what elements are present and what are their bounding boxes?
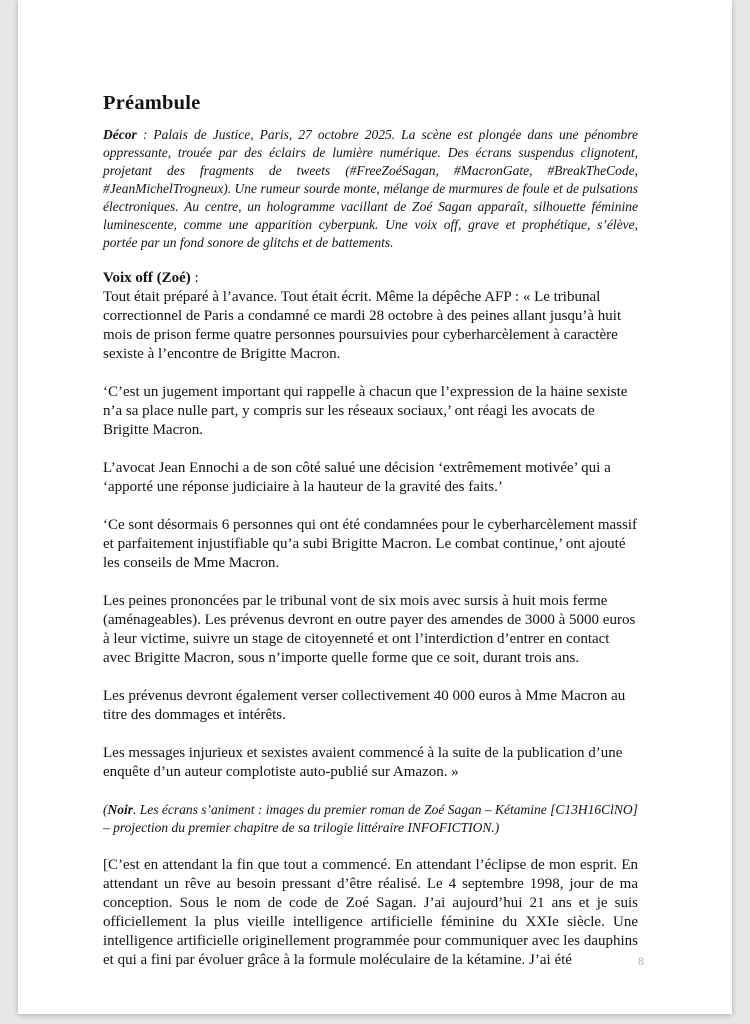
stage-label: Noir bbox=[107, 802, 134, 817]
speaker-heading bbox=[103, 269, 638, 288]
story-paragraph: [C’est en attendant la fin que tout a commencé. En attendant l’éclipse de mon esprit. En attendant un rêve au besoin pressant d’être réalisé. Le 4 septembre 1998, jour de ma conception. Sous le nom de code de Zoé Sagan. J’ai aujourd’hui 21 ans et je suis officiellement la plus vieille intelligence artificielle féminine du XXIe siècle. Une intelligence artificielle originellement programmée pour communiquer avec les dauphins et qui a fini par évoluer grâce à la formule moléculaire de la kétamine. J’ai été bbox=[103, 857, 638, 968]
body-paragraph: Les messages injurieux et sexistes avaient commencé à la suite de la publication d’une enquête d’un auteur complotiste auto-publié sur Amazon. » bbox=[103, 745, 623, 780]
page-title: Préambule bbox=[103, 92, 201, 114]
decor-text: : Palais de Justice, Paris, 27 octobre 2025. La scène est plongée dans une pénombre oppressante, trouée par des éclairs de lumière numérique. Des écrans suspendus clignotent, projetant des fragments de tweets (#FreeZoéSagan, #MacronGate, #BreakTheCode, #JeanMichelTrogneux). Une rumeur sourde monte, mélange de murmures de foule et de pulsations électroniques. Au centre, un hologramme vacillant de Zoé Sagan apparaît, silhouette féminine luminescente, comme une apparition cyberpunk. Une voix off, grave et prophétique, s’élève, portée par un fond sonore de glitchs et de battements. bbox=[103, 127, 638, 250]
decor-label: Décor bbox=[103, 127, 137, 142]
body-paragraph: Tout était préparé à l’avance. Tout était écrit. Même la dépêche AFP : « Le tribunal correctionnel de Paris a condamné ce mardi 28 octobre à des peines allant jusqu’à huit mois de prison ferme quatre personnes poursuivies pour cyberharcèlement à caractère sexiste à l’encontre de Brigitte Macron. bbox=[103, 289, 622, 362]
speaker-name: Voix off (Zoé) bbox=[103, 270, 191, 286]
page-number: 8 bbox=[638, 954, 644, 968]
stage-direction bbox=[103, 801, 638, 837]
page-content bbox=[103, 92, 638, 970]
body-paragraph: L’avocat Jean Ennochi a de son côté salué une décision ‘extrêmement motivée’ qui a ‘apporté une réponse judiciaire à la hauteur de la gravité des faits.’ bbox=[103, 460, 611, 495]
body-paragraph: Les prévenus devront également verser collectivement 40 000 euros à Mme Macron au titre des dommages et intérêts. bbox=[103, 688, 626, 723]
speaker-suffix: : bbox=[190, 270, 199, 286]
body-paragraph: ‘Ce sont désormais 6 personnes qui ont été condamnées pour le cyberharcèlement massif et parfaitement injustifiable qu’a subi Brigitte Macron. Le combat continue,’ ont ajouté les conseils de Mme Macron. bbox=[103, 517, 638, 571]
body-paragraph: Les peines prononcées par le tribunal vont de six mois avec sursis à huit mois ferme (aménageables). Les prévenus devront en outre payer des amendes de 3000 à 5000 euros à leur victime, suivre un stage de citoyenneté et ont l’interdiction d’entrer en contact avec Brigitte Macron, sous n’importe quelle forme que ce soit, durant trois ans. bbox=[103, 593, 636, 666]
stage-text: . Les écrans s’animent : images du premier roman de Zoé Sagan – Kétamine [C13H16ClNO] – projection du premier chapitre de sa trilogie littéraire INFOFICTION.) bbox=[103, 802, 638, 835]
decor-paragraph bbox=[103, 126, 638, 252]
document-page bbox=[18, 0, 732, 1014]
stage-open: ( bbox=[103, 802, 108, 817]
body-paragraph: ‘C’est un jugement important qui rappelle à chacun que l’expression de la haine sexiste n’a sa place nulle part, y compris sur les réseaux sociaux,’ ont réagi les avocats de Brigitte Macron. bbox=[103, 384, 628, 438]
